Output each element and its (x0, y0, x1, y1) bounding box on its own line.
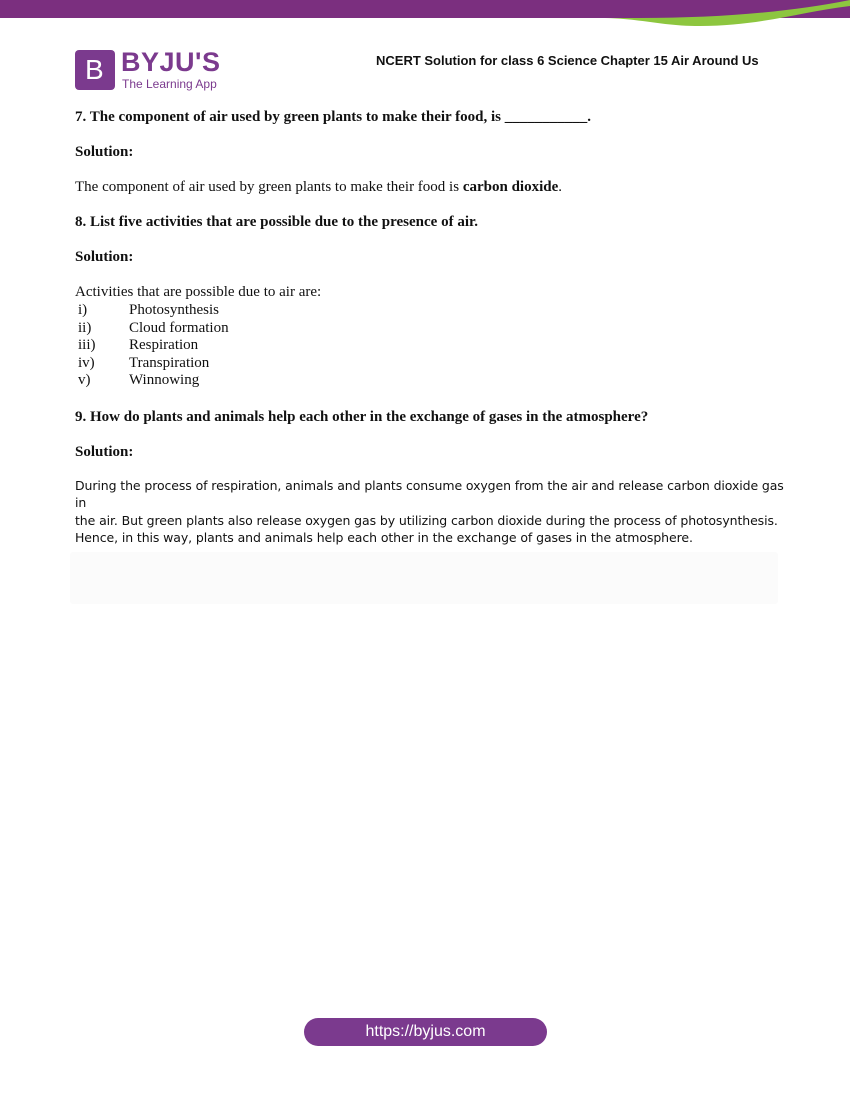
answer-7-suffix: . (558, 179, 562, 195)
question-7: 7. The component of air used by green plants to make their food, is ___________. (75, 109, 591, 125)
logo-tagline: The Learning App (122, 77, 217, 91)
list-item-text: Respiration (129, 337, 199, 354)
answer-9-line: Hence, in this way, plants and animals help each other in the exchange of gases in the atmosphere. (75, 530, 693, 546)
solution-label: Solution: (75, 144, 134, 160)
list-item (75, 320, 785, 338)
byjus-logo[interactable] (75, 47, 225, 92)
list-item-number: iv) (78, 354, 95, 371)
list-item (75, 372, 785, 390)
list-item-text: Winnowing (129, 372, 200, 389)
answer-9-line: the air. But green plants also release oxygen gas by utilizing carbon dioxide during the process of photosynthesis. (75, 512, 778, 528)
list-item-text: Cloud formation (129, 319, 229, 336)
logo-name: BYJU'S (121, 47, 221, 77)
list-item-number: iii) (78, 337, 96, 354)
list-item-text: Photosynthesis (129, 302, 220, 318)
logo-mark (75, 50, 115, 90)
list-item-number: ii) (78, 319, 92, 336)
document-title: NCERT Solution for class 6 Science Chapter 15 Air Around Us (376, 53, 759, 68)
list-item-text: Transpiration (129, 354, 210, 371)
answer-7-bold: carbon dioxide (462, 179, 559, 195)
list-item (75, 302, 785, 320)
solution-label: Solution: (75, 443, 134, 460)
question-8: 8. List five activities that are possible due to the presence of air. (75, 214, 479, 230)
list-item-number: v) (78, 372, 91, 389)
answer-9-line: During the process of respiration, animals and plants consume oxygen from the air and release carbon dioxide gas in (75, 477, 784, 511)
answer-8-intro: Activities that are possible due to air are: (75, 284, 322, 300)
document-body (75, 107, 785, 547)
logo-b-glyph: B (85, 54, 104, 85)
top-banner (0, 0, 850, 30)
footer-url-link[interactable]: https://byjus.com (304, 1018, 547, 1046)
answer-9 (75, 477, 785, 547)
activities-list (75, 302, 785, 390)
answer-7 (75, 177, 785, 197)
answer-7-text: The component of air used by green plants to make their food is (75, 179, 463, 195)
list-item-number: i) (78, 302, 88, 318)
solution-label: Solution: (75, 249, 134, 265)
list-item (75, 355, 785, 373)
question-9: 9. How do plants and animals help each other in the exchange of gases in the atmosphere? (75, 408, 649, 425)
faint-content-box (70, 552, 778, 604)
list-item (75, 337, 785, 355)
